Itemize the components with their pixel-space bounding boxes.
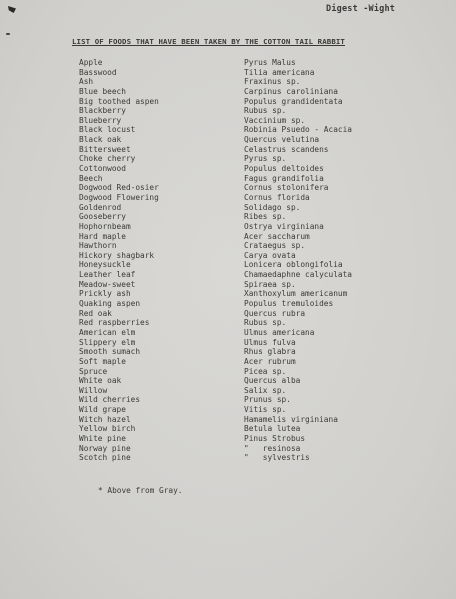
common-name: Quaking aspen	[79, 299, 141, 309]
common-name: Hickory shagbark	[79, 250, 155, 260]
latin-name: Populus tremuloides	[244, 299, 334, 309]
food-list	[79, 58, 456, 463]
latin-name: Quercus velutina	[244, 135, 320, 145]
common-name: Ash	[79, 77, 94, 87]
list-item	[79, 145, 456, 155]
latin-name: Acer saccharum	[244, 231, 310, 241]
common-name: Leather leaf	[79, 270, 136, 280]
list-item	[79, 116, 456, 126]
common-name: Soft maple	[79, 356, 126, 366]
common-name: Blackberry	[79, 106, 126, 116]
list-item	[79, 232, 456, 242]
list-item	[79, 415, 456, 425]
common-name: Blueberry	[79, 115, 122, 125]
common-name: Prickly ash	[79, 289, 131, 299]
list-item	[79, 328, 456, 338]
common-name: Hawthorn	[79, 241, 117, 251]
common-name: Gooseberry	[79, 212, 126, 222]
page-title: LIST OF FOODS THAT HAVE BEEN TAKEN BY THE COTTON TAIL RABBIT	[72, 37, 345, 46]
common-name: Scotch pine	[79, 453, 131, 463]
common-name: Bittersweet	[79, 144, 131, 154]
list-item	[79, 97, 456, 107]
latin-name: Vaccinium sp.	[244, 115, 306, 125]
latin-name: Carpinus caroliniana	[244, 86, 338, 96]
header-label: Digest -Wight	[326, 4, 396, 14]
common-name: Honeysuckle	[79, 260, 131, 270]
common-name: Beech	[79, 173, 103, 183]
list-item	[79, 347, 456, 357]
latin-name: " sylvestris	[244, 453, 310, 463]
common-name: Goldenrod	[79, 202, 122, 212]
punch-mark-icon	[6, 33, 10, 35]
latin-name: Quercus alba	[244, 376, 301, 386]
list-item	[79, 280, 456, 290]
common-name: Norway pine	[79, 443, 131, 453]
latin-name: Populus deltoides	[244, 164, 324, 174]
list-item	[79, 135, 456, 145]
common-name: Spruce	[79, 366, 108, 376]
latin-name: Cornus stolonifera	[244, 183, 329, 193]
latin-name: Acer rubrum	[244, 356, 296, 366]
list-item	[79, 174, 456, 184]
latin-name: Fagus grandifolia	[244, 173, 324, 183]
list-item	[79, 164, 456, 174]
latin-name: Rubus sp.	[244, 106, 287, 116]
common-name: American elm	[79, 327, 136, 337]
latin-name: Picea sp.	[244, 366, 287, 376]
latin-name: Pyrus Malus	[244, 58, 296, 67]
list-item	[79, 376, 456, 386]
latin-name: Fraxinus sp.	[244, 77, 301, 87]
list-item	[79, 222, 456, 232]
list-item	[79, 212, 456, 222]
latin-name: Ribes sp.	[244, 212, 287, 222]
common-name: Wild cherries	[79, 395, 141, 405]
common-name: Red raspberries	[79, 318, 150, 328]
list-item	[79, 183, 456, 193]
list-item	[79, 125, 456, 135]
list-item	[79, 386, 456, 396]
list-item	[79, 58, 456, 68]
list-item	[79, 270, 456, 280]
common-name: Hophornbeam	[79, 221, 131, 231]
latin-name: Hamamelis virginiana	[244, 414, 338, 424]
common-name: Meadow-sweet	[79, 279, 136, 289]
list-item	[79, 367, 456, 377]
latin-name: Populus grandidentata	[244, 96, 343, 106]
common-name: Hard maple	[79, 231, 126, 241]
list-item	[79, 395, 456, 405]
latin-name: Rhus glabra	[244, 347, 296, 357]
latin-name: Cornus florida	[244, 192, 310, 202]
list-item	[79, 434, 456, 444]
list-item	[79, 424, 456, 434]
latin-name: Lonicera oblongifolia	[244, 260, 343, 270]
list-item	[79, 68, 456, 78]
common-name: Red oak	[79, 308, 112, 318]
latin-name: Quercus rubra	[244, 308, 306, 318]
common-name: Apple	[79, 58, 103, 67]
list-item	[79, 357, 456, 367]
list-item	[79, 405, 456, 415]
common-name: Dogwood Red-osier	[79, 183, 159, 193]
common-name: Yellow birch	[79, 424, 136, 434]
latin-name: Celastrus scandens	[244, 144, 329, 154]
common-name: White pine	[79, 433, 126, 443]
list-item	[79, 318, 456, 328]
latin-name: Pinus Strobus	[244, 433, 306, 443]
common-name: Black locust	[79, 125, 136, 135]
staple-mark-icon	[8, 6, 16, 13]
latin-name: Crataegus sp.	[244, 241, 306, 251]
list-item	[79, 260, 456, 270]
latin-name: Tilia americana	[244, 67, 315, 77]
latin-name: Salix sp.	[244, 385, 287, 395]
latin-name: Prunus sp.	[244, 395, 291, 405]
latin-name: Xanthoxylum americanum	[244, 289, 348, 299]
common-name: Choke cherry	[79, 154, 136, 164]
list-item	[79, 309, 456, 319]
common-name: White oak	[79, 376, 122, 386]
common-name: Willow	[79, 385, 108, 395]
list-item	[79, 77, 456, 87]
footnote: * Above from Gray.	[98, 486, 183, 495]
common-name: Witch hazel	[79, 414, 131, 424]
latin-name: " resinosa	[244, 443, 301, 453]
common-name: Basswood	[79, 67, 117, 77]
latin-name: Ulmus fulva	[244, 337, 296, 347]
list-item	[79, 299, 456, 309]
latin-name: Ulmus americana	[244, 327, 315, 337]
latin-name: Rubus sp.	[244, 318, 287, 328]
list-item	[79, 87, 456, 97]
latin-name: Spiraea sp.	[244, 279, 296, 289]
list-item	[79, 289, 456, 299]
latin-name: Robinia Psuedo - Acacia	[244, 125, 352, 135]
latin-name: Carya ovata	[244, 250, 296, 260]
latin-name: Chamaedaphne calyculata	[244, 270, 352, 280]
list-item	[79, 251, 456, 261]
list-item	[79, 203, 456, 213]
latin-name: Pyrus sp.	[244, 154, 287, 164]
list-item	[79, 154, 456, 164]
list-item	[79, 338, 456, 348]
common-name: Big toothed aspen	[79, 96, 159, 106]
common-name: Smooth sumach	[79, 347, 141, 357]
common-name: Cottonwood	[79, 164, 126, 174]
latin-name: Betula lutea	[244, 424, 301, 434]
list-item	[79, 193, 456, 203]
latin-name: Ostrya virginiana	[244, 221, 324, 231]
common-name: Slippery elm	[79, 337, 136, 347]
list-item	[79, 241, 456, 251]
latin-name: Vitis sp.	[244, 405, 287, 415]
common-name: Wild grape	[79, 405, 126, 415]
common-name: Dogwood Flowering	[79, 192, 159, 202]
common-name: Blue beech	[79, 86, 126, 96]
common-name: Black oak	[79, 135, 122, 145]
latin-name: Solidago sp.	[244, 202, 301, 212]
list-item	[79, 453, 456, 463]
list-item	[79, 444, 456, 454]
list-item	[79, 106, 456, 116]
